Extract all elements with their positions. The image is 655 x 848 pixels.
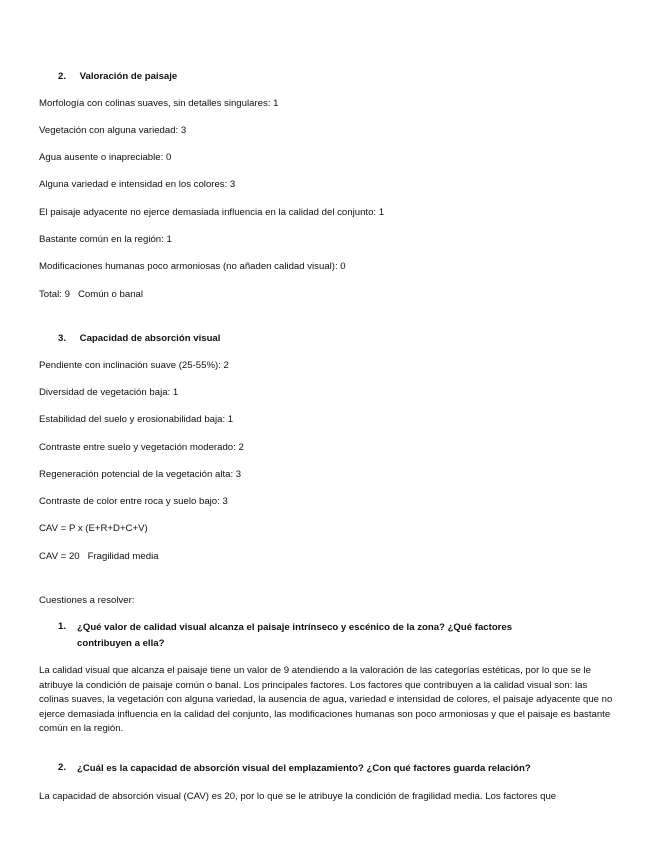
- cav-result: [39, 551, 159, 562]
- cav-result-label: CAV = 20: [39, 551, 80, 562]
- question-1-number: 1.: [58, 621, 67, 632]
- section-2-number: 2.: [58, 71, 67, 82]
- landscape-line-vegetation: Vegetación con alguna variedad: 3: [39, 125, 187, 136]
- answer-1: La calidad visual que alcanza el paisaje tiene un valor de 9 atendiendo a la valoración de las categorías estéticas, por lo que se le atribuye la condición de paisaje común o banal. Los principales factores. Los factores que contribuyen a la calidad visual son: las colinas suaves, la vegetación con alguna variedad, la ausencia de agua, variedad e intensidad de colores, el paisaje adyacente que no ejerce demasiada influencia en la calidad del conjunto, las modificaciones humanas son poco armoniosas y que el paisaje es bastante común en la región.: [39, 665, 613, 735]
- section-3-heading: [58, 333, 220, 344]
- landscape-line-water: Agua ausente o inapreciable: 0: [39, 152, 172, 163]
- cav-line-color-contrast: Contraste de color entre roca y suelo bajo: 3: [39, 496, 228, 507]
- landscape-total: [39, 289, 143, 300]
- landscape-total-label: Total: 9: [39, 289, 70, 300]
- cav-line-soil-stability: Estabilidad del suelo y erosionabilidad baja: 1: [39, 414, 234, 425]
- cav-result-value: Fragilidad media: [87, 551, 159, 562]
- landscape-line-rarity: Bastante común en la región: 1: [39, 234, 172, 245]
- landscape-line-adjacent: El paisaje adyacente no ejerce demasiada influencia en la calidad del conjunto: 1: [39, 207, 385, 218]
- cav-line-vegetation-diversity: Diversidad de vegetación baja: 1: [39, 387, 179, 398]
- question-2-text: ¿Cuál es la capacidad de absorción visual del emplazamiento? ¿Con qué factores guarda relación?: [77, 763, 531, 774]
- cav-formula: CAV = P x (E+R+D+C+V): [39, 523, 148, 534]
- section-2-title: Valoración de paisaje: [79, 71, 178, 82]
- answer-2: La capacidad de absorción visual (CAV) es 20, por lo que se le atribuye la condición de fragilidad media. Los factores que: [39, 791, 557, 802]
- section-2-heading: [58, 71, 177, 82]
- question-1-text: ¿Qué valor de calidad visual alcanza el paisaje intrínseco y escénico de la zona? ¿Qué factores contribuyen a ella?: [77, 622, 513, 649]
- landscape-line-human-modifications: Modificaciones humanas poco armoniosas (no añaden calidad visual): 0: [39, 261, 346, 272]
- questions-header: Cuestiones a resolver:: [39, 595, 135, 606]
- landscape-total-value: Común o banal: [77, 289, 144, 300]
- cav-line-soil-vegetation-contrast: Contraste entre suelo y vegetación moderado: 2: [39, 442, 244, 453]
- landscape-line-colors: Alguna variedad e intensidad en los colores: 3: [39, 179, 236, 190]
- section-3-title: Capacidad de absorción visual: [79, 333, 221, 344]
- landscape-line-morphology: Morfología con colinas suaves, sin detalles singulares: 1: [39, 98, 279, 109]
- cav-line-slope: Pendiente con inclinación suave (25-55%): 2: [39, 360, 229, 371]
- cav-line-regeneration: Regeneración potencial de la vegetación alta: 3: [39, 469, 242, 480]
- section-3-number: 3.: [58, 333, 67, 344]
- question-2-number: 2.: [58, 762, 67, 773]
